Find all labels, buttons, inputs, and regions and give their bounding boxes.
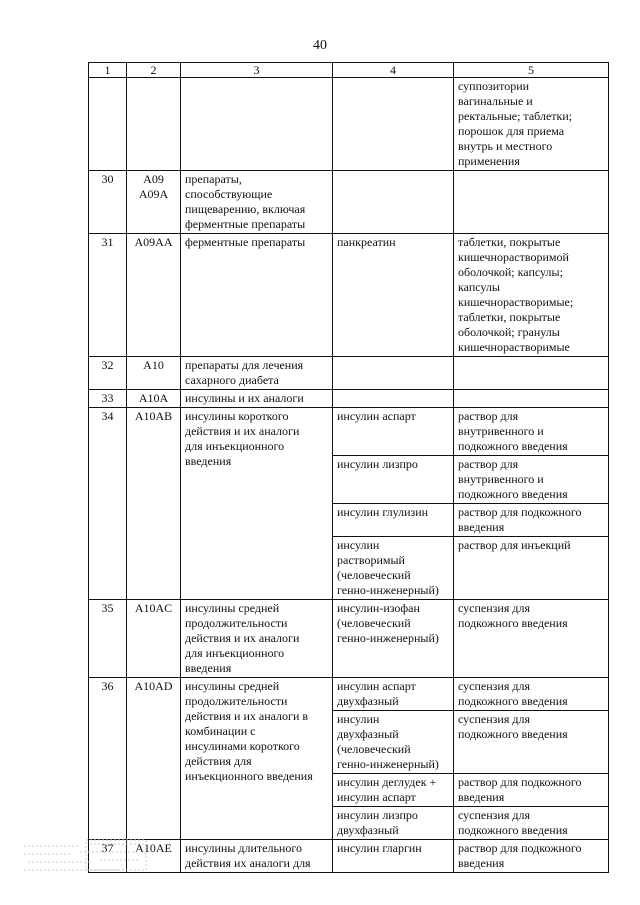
- drug-name-cell: инсулин гларгин: [333, 840, 454, 873]
- group-name-cell: инсулины средней продолжительности действия и их аналоги для инъекционного введения: [181, 600, 333, 678]
- table-row: [89, 840, 609, 873]
- drug-name-cell: инсулин лизпро: [333, 456, 454, 504]
- dosage-form-cell: суспензия для подкожного введения: [454, 678, 609, 711]
- atc-code-cell: A10A: [127, 390, 181, 408]
- group-name-cell: препараты для лечения сахарного диабета: [181, 357, 333, 390]
- atc-code-cell: A10AE: [127, 840, 181, 873]
- drug-name-cell: инсулин аспарт двухфазный: [333, 678, 454, 711]
- drug-name-cell: панкреатин: [333, 234, 454, 357]
- drug-name-cell: инсулин деглудек + инсулин аспарт: [333, 774, 454, 807]
- group-name-cell: препараты, способствующие пищеварению, включая ферментные препараты: [181, 171, 333, 234]
- row-number-cell: 32: [89, 357, 127, 390]
- drug-name-cell: инсулин аспарт: [333, 408, 454, 456]
- dosage-form-cell: [454, 171, 609, 234]
- faded-stamp: [20, 838, 150, 878]
- table-row: [89, 408, 609, 456]
- group-name-cell: инсулины и их аналоги: [181, 390, 333, 408]
- table-row: [89, 171, 609, 234]
- dosage-form-cell: суспензия для подкожного введения: [454, 807, 609, 840]
- table-row: [89, 678, 609, 711]
- drug-name-cell: инсулин растворимый (человеческий генно-инженерный): [333, 537, 454, 600]
- dosage-form-cell: раствор для инъекций: [454, 537, 609, 600]
- dosage-form-cell: раствор для внутривенного и подкожного введения: [454, 456, 609, 504]
- dosage-form-cell: [454, 390, 609, 408]
- atc-code-cell: A10AC: [127, 600, 181, 678]
- drug-name-cell: [333, 357, 454, 390]
- dosage-form-cell: [454, 357, 609, 390]
- dosage-form-cell: суппозитории вагинальные и ректальные; таблетки; порошок для приема внутрь и местного применения: [454, 78, 609, 171]
- atc-code-cell: [127, 78, 181, 171]
- dosage-form-cell: раствор для подкожного введения: [454, 840, 609, 873]
- drug-name-cell: [333, 171, 454, 234]
- medication-table: [88, 62, 609, 873]
- row-number-cell: [89, 78, 127, 171]
- header-row: [89, 63, 609, 78]
- row-number-cell: 36: [89, 678, 127, 840]
- drug-name-cell: [333, 78, 454, 171]
- row-number-cell: 31: [89, 234, 127, 357]
- table-row: [89, 600, 609, 678]
- atc-code-cell: A09AA: [127, 234, 181, 357]
- drug-name-cell: инсулин глулизин: [333, 504, 454, 537]
- header-cell-code: 2: [127, 63, 181, 78]
- atc-code-cell: A10: [127, 357, 181, 390]
- group-name-cell: инсулины длительного действия их аналоги для: [181, 840, 333, 873]
- table-row: [89, 78, 609, 171]
- drug-name-cell: инсулин-изофан (человеческий генно-инженерный): [333, 600, 454, 678]
- row-number-cell: 35: [89, 600, 127, 678]
- header-cell-num: 1: [89, 63, 127, 78]
- table-row: [89, 357, 609, 390]
- group-name-cell: ферментные препараты: [181, 234, 333, 357]
- row-number-cell: 33: [89, 390, 127, 408]
- group-name-cell: инсулины средней продолжительности действия и их аналоги в комбинации с инсулинами короткого действия для инъекционного введения: [181, 678, 333, 840]
- group-name-cell: инсулины короткого действия и их аналоги для инъекционного введения: [181, 408, 333, 600]
- dosage-form-cell: суспензия для подкожного введения: [454, 711, 609, 774]
- row-number-cell: 37: [89, 840, 127, 873]
- dosage-form-cell: раствор для подкожного введения: [454, 774, 609, 807]
- drug-name-cell: инсулин лизпро двухфазный: [333, 807, 454, 840]
- row-number-cell: 30: [89, 171, 127, 234]
- atc-code-cell: A09 A09A: [127, 171, 181, 234]
- page-number: 40: [313, 38, 327, 53]
- row-number-cell: 34: [89, 408, 127, 600]
- drug-name-cell: инсулин двухфазный (человеческий генно-инженерный): [333, 711, 454, 774]
- header-cell-form: 5: [454, 63, 609, 78]
- group-name-cell: [181, 78, 333, 171]
- header-cell-group: 3: [181, 63, 333, 78]
- dosage-form-cell: суспензия для подкожного введения: [454, 600, 609, 678]
- atc-code-cell: A10AD: [127, 678, 181, 840]
- atc-code-cell: A10AB: [127, 408, 181, 600]
- table-row: [89, 234, 609, 357]
- table-row: [89, 390, 609, 408]
- header-cell-name: 4: [333, 63, 454, 78]
- dosage-form-cell: раствор для внутривенного и подкожного введения: [454, 408, 609, 456]
- dosage-form-cell: таблетки, покрытые кишечнорастворимой оболочкой; капсулы; капсулы кишечнорастворимые; таблетки, покрытые оболочкой; гранулы кишечнорастворимые: [454, 234, 609, 357]
- drug-name-cell: [333, 390, 454, 408]
- dosage-form-cell: раствор для подкожного введения: [454, 504, 609, 537]
